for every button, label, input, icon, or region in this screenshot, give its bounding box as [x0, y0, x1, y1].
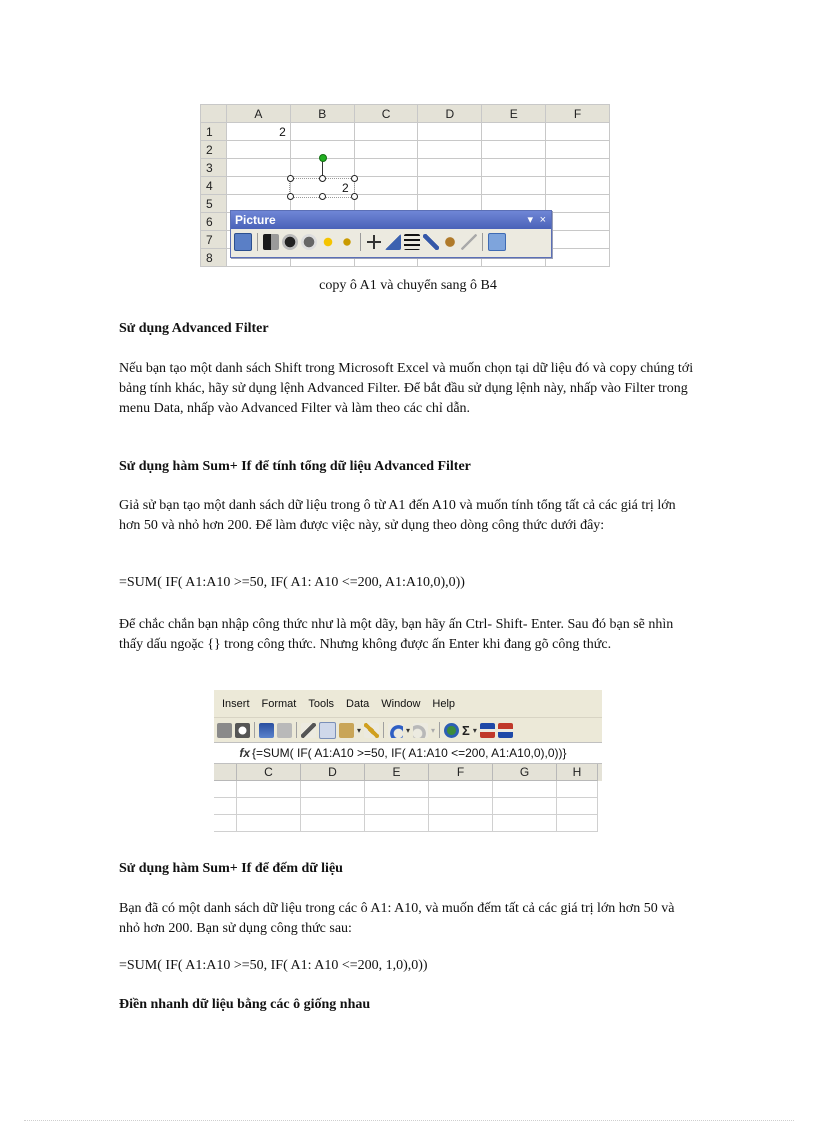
cell[interactable] — [418, 123, 482, 141]
cell[interactable] — [418, 177, 482, 195]
paragraph: Nếu bạn tạo một danh sách Shift trong Microsoft Excel và muốn chọn tại dữ liệu đó và copy chúng tới bảng tính khác, hãy sử dụng lệnh Advanced Filter. Để bắt đầu sử dụng lệnh này, nhấp vào Filter trong menu Data, nhấp vào Advanced Filter và làm theo các chỉ dẫn. — [119, 361, 694, 416]
sort-ascending-icon[interactable] — [480, 723, 495, 738]
menu-tools[interactable]: Tools — [308, 697, 335, 710]
color-icon[interactable] — [263, 234, 279, 250]
sheet-row — [214, 781, 602, 798]
formula-text: =SUM( IF( A1:A10 >=50, IF( A1: A10 <=200, 1,0),0)) — [119, 958, 428, 973]
menu-help[interactable]: Help — [432, 697, 456, 710]
column-header[interactable]: E — [482, 105, 546, 123]
row-header[interactable]: 7 — [201, 231, 227, 249]
cell[interactable] — [354, 177, 418, 195]
less-contrast-icon[interactable] — [301, 234, 317, 250]
more-brightness-icon[interactable] — [320, 234, 336, 250]
hyperlink-icon[interactable] — [444, 723, 459, 738]
column-header[interactable]: G — [493, 764, 557, 781]
cell[interactable] — [354, 159, 418, 177]
row-header[interactable]: 4 — [201, 177, 227, 195]
print-icon[interactable] — [217, 723, 232, 738]
cell[interactable] — [546, 195, 610, 213]
section-heading: Điền nhanh dữ liệu bằng các ô giống nhau — [119, 997, 371, 1012]
cell[interactable] — [237, 798, 301, 815]
cell[interactable] — [237, 781, 301, 798]
column-header[interactable]: D — [418, 105, 482, 123]
spelling-icon[interactable] — [259, 723, 274, 738]
cell[interactable] — [546, 231, 610, 249]
cell[interactable] — [557, 798, 598, 815]
column-header[interactable]: F — [546, 105, 610, 123]
menu-insert[interactable]: Insert — [222, 697, 250, 710]
resize-handle[interactable] — [287, 175, 294, 182]
sheet-grid — [214, 781, 602, 832]
chevron-down-icon[interactable]: ▾ — [406, 725, 411, 735]
cell[interactable] — [214, 781, 237, 798]
picture-toolbar-buttons — [231, 229, 551, 255]
cell[interactable] — [365, 781, 429, 798]
cell[interactable] — [482, 141, 546, 159]
cell[interactable] — [429, 798, 493, 815]
cell[interactable] — [418, 141, 482, 159]
formula-bar-input[interactable]: {=SUM( IF( A1:A10 >=50, IF( A1:A10 <=200, A1:A10,0),0))} — [252, 746, 567, 760]
set-transparent-color-icon[interactable] — [461, 234, 477, 250]
section-heading: Sử dụng hàm Sum+ If để đếm dữ liệu — [119, 861, 343, 876]
insert-picture-icon[interactable] — [234, 233, 252, 251]
spreadsheet-picture-figure — [200, 104, 610, 270]
sheet-row — [201, 159, 610, 177]
cell[interactable] — [226, 177, 290, 195]
cell[interactable] — [482, 177, 546, 195]
toolbar-separator — [254, 722, 255, 738]
insert-function-icon[interactable]: fx — [239, 746, 250, 760]
cell[interactable] — [226, 141, 290, 159]
row-header[interactable]: 6 — [201, 213, 227, 231]
picture-toolbar-titlebar[interactable] — [231, 211, 551, 229]
column-header[interactable]: C — [237, 764, 301, 781]
cell[interactable] — [546, 177, 610, 195]
sheet-row — [201, 141, 610, 159]
sheet-row — [201, 123, 610, 141]
excel-toolbar-figure — [214, 690, 602, 836]
rotation-connector — [322, 161, 323, 176]
cell[interactable] — [493, 781, 557, 798]
cell[interactable] — [301, 781, 365, 798]
section-heading: Sử dụng Advanced Filter — [119, 321, 269, 336]
toolbar-separator — [482, 233, 483, 251]
column-header[interactable]: F — [429, 764, 493, 781]
picture-cell-value: 2 — [342, 181, 349, 195]
picture-toolbar-title: Picture — [235, 213, 276, 227]
row-header[interactable]: 3 — [201, 159, 227, 177]
toolbar-options-icon[interactable]: ▾ — [527, 214, 533, 226]
toolbar-separator — [360, 233, 361, 251]
copy-icon[interactable] — [319, 722, 336, 739]
paragraph: Để chắc chắn bạn nhập công thức như là một dãy, bạn hãy ấn Ctrl- Shift- Enter. Sau đó bạn sẽ nhìn thấy dấu ngoặc {} trong công thức. Nhưng không được ấn Enter khi đang gõ công thức. — [119, 617, 674, 652]
figure-caption: copy ô A1 và chuyển sang ô B4 — [319, 278, 497, 293]
cell[interactable] — [482, 123, 546, 141]
menu-window[interactable]: Window — [381, 697, 421, 710]
cell-a1[interactable]: 2 — [226, 123, 290, 141]
reset-picture-icon[interactable] — [488, 233, 506, 251]
toolbar-separator — [383, 722, 384, 738]
cell[interactable] — [301, 798, 365, 815]
chevron-down-icon[interactable]: ▾ — [472, 725, 477, 735]
row-header[interactable]: 5 — [201, 195, 227, 213]
column-header[interactable]: A — [226, 105, 290, 123]
cell[interactable] — [365, 815, 429, 832]
redo-icon[interactable] — [413, 723, 428, 738]
format-painter-icon[interactable] — [364, 723, 379, 738]
cell[interactable] — [546, 141, 610, 159]
column-header-row — [214, 764, 602, 781]
cell[interactable] — [429, 815, 493, 832]
cell[interactable] — [482, 159, 546, 177]
cell[interactable] — [301, 815, 365, 832]
menu-bar — [214, 690, 602, 717]
formula-text: =SUM( IF( A1:A10 >=50, IF( A1: A10 <=200, A1:A10,0),0)) — [119, 575, 465, 590]
standard-toolbar — [214, 717, 602, 742]
cell[interactable] — [354, 123, 418, 141]
chevron-down-icon[interactable]: ▾ — [431, 725, 436, 735]
cell[interactable] — [214, 798, 237, 815]
paste-icon[interactable] — [339, 723, 354, 738]
sort-descending-icon[interactable] — [498, 723, 513, 738]
cell[interactable] — [290, 123, 354, 141]
less-brightness-icon[interactable] — [339, 234, 355, 250]
cell[interactable] — [546, 249, 610, 267]
column-header-spacer — [214, 764, 237, 781]
cell[interactable] — [557, 815, 598, 832]
toolbar-separator — [296, 722, 297, 738]
picture-toolbar[interactable] — [230, 210, 552, 258]
cell[interactable] — [237, 815, 301, 832]
select-all-corner[interactable] — [201, 105, 227, 123]
menu-format[interactable]: Format — [261, 697, 297, 710]
resize-handle[interactable] — [319, 175, 326, 182]
sheet-row — [214, 798, 602, 815]
compress-pictures-icon[interactable] — [423, 234, 439, 250]
crop-icon[interactable] — [366, 234, 382, 250]
paragraph: Giả sử bạn tạo một danh sách dữ liệu trong ô từ A1 đến A10 và muốn tính tổng tất cả các giá trị lớn hơn 50 và nhỏ hơn 200. Để làm được việc này, sử dụng theo dòng công thức dưới đây: — [119, 498, 676, 533]
formula-bar — [214, 742, 602, 764]
section-heading: Sử dụng hàm Sum+ If để tính tổng dữ liệu Advanced Filter — [119, 459, 471, 474]
cell[interactable] — [354, 141, 418, 159]
column-header[interactable]: C — [354, 105, 418, 123]
cell[interactable] — [546, 123, 610, 141]
column-header[interactable]: D — [301, 764, 365, 781]
sheet-row — [214, 815, 602, 832]
cell[interactable] — [493, 798, 557, 815]
paragraph: Bạn đã có một danh sách dữ liệu trong các ô A1: A10, và muốn đếm tất cả các giá trị lớn hơn 50 và nhỏ hơn 200. Bạn sử dụng công thức sau: — [119, 901, 675, 936]
cell[interactable] — [418, 159, 482, 177]
resize-handle[interactable] — [351, 193, 358, 200]
cut-icon[interactable] — [301, 723, 316, 738]
print-preview-icon[interactable] — [235, 723, 250, 738]
chevron-down-icon[interactable]: ▾ — [357, 725, 362, 735]
rotate-handle[interactable] — [319, 154, 327, 162]
sheet-row — [201, 177, 610, 195]
column-header-row — [201, 105, 610, 123]
menu-data[interactable]: Data — [346, 697, 370, 710]
cell[interactable] — [226, 159, 290, 177]
row-header[interactable]: 1 — [201, 123, 227, 141]
toolbar-separator — [257, 233, 258, 251]
line-style-icon[interactable] — [404, 234, 420, 250]
cell[interactable] — [214, 815, 237, 832]
autosum-icon[interactable]: Σ — [462, 722, 470, 738]
toolbar-separator — [439, 722, 440, 738]
column-header[interactable]: E — [365, 764, 429, 781]
research-icon[interactable] — [277, 723, 292, 738]
format-picture-icon[interactable] — [442, 234, 458, 250]
close-icon[interactable]: × — [539, 214, 546, 226]
more-contrast-icon[interactable] — [282, 234, 298, 250]
cell[interactable] — [365, 798, 429, 815]
page-bottom-rule — [24, 1120, 794, 1121]
resize-handle[interactable] — [287, 193, 294, 200]
undo-icon[interactable] — [388, 723, 403, 738]
cell[interactable] — [493, 815, 557, 832]
column-header[interactable]: B — [290, 105, 354, 123]
cell[interactable] — [429, 781, 493, 798]
cell[interactable] — [546, 159, 610, 177]
row-header[interactable]: 2 — [201, 141, 227, 159]
cell[interactable] — [546, 213, 610, 231]
cell[interactable] — [557, 781, 598, 798]
rotate-left-icon[interactable] — [385, 234, 401, 250]
resize-handle[interactable] — [319, 193, 326, 200]
column-header[interactable]: H — [557, 764, 598, 781]
resize-handle[interactable] — [351, 175, 358, 182]
row-header[interactable]: 8 — [201, 249, 227, 267]
